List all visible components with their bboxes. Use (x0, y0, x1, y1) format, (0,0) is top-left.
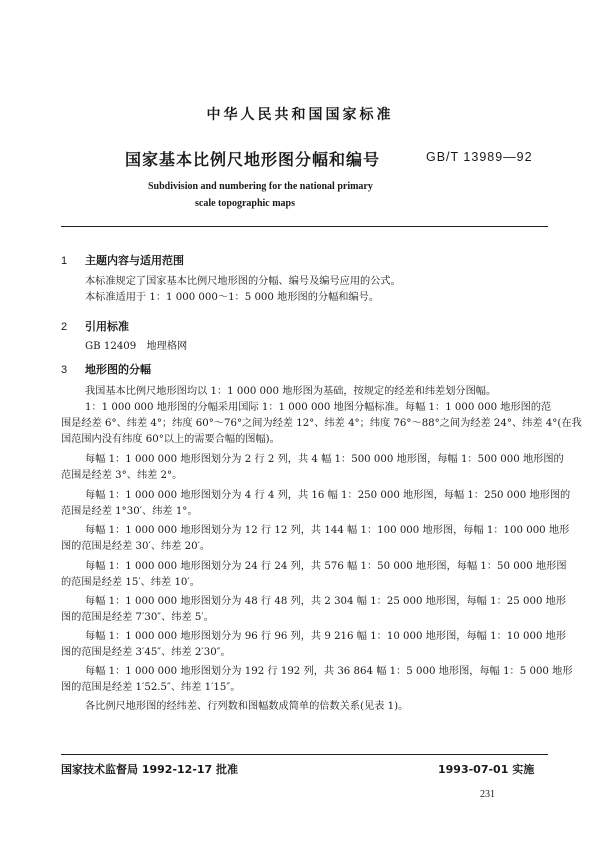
paragraph-line: 范围是经差 1°30′、纬差 1°。 (61, 506, 198, 517)
section-title: 主题内容与适用范围 (85, 254, 184, 267)
paragraph-line: 图的范围是经差 1′52.5″、纬差 1′15″。 (61, 682, 241, 693)
paragraph-line: 图的范围是经差 30′、纬差 20′。 (61, 541, 211, 552)
paragraph-line: 每幅 1：1 000 000 地形图划分为 192 行 192 列，共 36 864 幅 1：5 000 地形图，每幅 1：5 000 地形 (85, 666, 573, 677)
issuing-organization: 中华人民共和国国家标准 (206, 107, 394, 123)
section-number: 3 (61, 364, 68, 376)
paragraph-line: 本标准规定了国家基本比例尺地形图的分幅、编号及编号应用的公式。 (85, 276, 401, 287)
paragraph-line: 图的范围是经差 3′45″、纬差 2′30″。 (61, 647, 231, 658)
section-number: 2 (61, 321, 68, 333)
section-heading-2 (61, 318, 129, 334)
paragraph-line: 每幅 1：1 000 000 地形图划分为 4 行 4 列，共 16 幅 1：250 000 地形图，每幅 1：250 000 地形图的 (85, 490, 571, 501)
paragraph-line: 各比例尺地形图的经纬差、行列数和图幅数成简单的倍数关系(见表 1)。 (85, 701, 409, 712)
paragraph-line: 我国基本比例尺地形图均以 1：1 000 000 地形图为基础，按规定的经差和纬差划分图幅。 (85, 386, 497, 397)
section-heading-1 (61, 252, 184, 268)
paragraph-line: 本标准适用于 1：1 000 000～1：5 000 地形图的分幅和编号。 (85, 292, 380, 303)
paragraph-line: 的范围是经差 15′、纬差 10′。 (61, 577, 200, 588)
top-divider (61, 226, 548, 227)
document-title: 国家基本比例尺地形图分幅和编号 (125, 150, 381, 169)
paragraph-line: 每幅 1：1 000 000 地形图划分为 48 行 48 列，共 2 304 幅 1：25 000 地形图，每幅 1：25 000 地形 (85, 596, 567, 607)
section-heading-3 (61, 361, 151, 377)
section-title: 引用标准 (85, 320, 129, 333)
paragraph-line: 每幅 1：1 000 000 地形图划分为 96 行 96 列，共 9 216 幅 1：10 000 地形图，每幅 1：10 000 地形 (85, 631, 567, 642)
paragraph-line: 范围是经差 3°、纬差 2°。 (61, 470, 183, 481)
paragraph-line: 每幅 1：1 000 000 地形图划分为 24 行 24 列，共 576 幅 1：50 000 地形图，每幅 1：50 000 地形图 (85, 561, 567, 572)
paragraph-line: 每幅 1：1 000 000 地形图划分为 12 行 12 列，共 144 幅 1：100 000 地形图，每幅 1：100 000 地形 (85, 525, 570, 536)
effective-date: 1993-07-01 实施 (438, 763, 535, 776)
bottom-divider (61, 754, 548, 755)
approval-date: 国家技术监督局 1992-12-17 批准 (61, 763, 239, 776)
reference-standard: GB 12409 地理格网 (85, 341, 188, 352)
section-number: 1 (61, 255, 68, 267)
section-title: 地形图的分幅 (85, 363, 151, 376)
paragraph-line: 1：1 000 000 地形图的分幅采用国际 1：1 000 000 地图分幅标准。每幅 1：1 000 000 地形图的范 (85, 402, 552, 413)
paragraph-line: 国范围内没有纬度 60°以上的需要合幅的图幅)。 (61, 434, 280, 445)
paragraph-line: 每幅 1：1 000 000 地形图划分为 2 行 2 列，共 4 幅 1：500 000 地形图，每幅 1：500 000 地形图的 (85, 454, 564, 465)
paragraph-line: 围是经差 6°、纬差 4°；纬度 60°～76°之间为经差 12°、纬差 4°；纬度 76°～88°之间为经差 24°、纬差 4°(在我 (61, 418, 582, 429)
paragraph-line: 图的范围是经差 7′30″、纬差 5′。 (61, 612, 214, 623)
page-number: 231 (480, 789, 495, 800)
english-title-line-1: Subdivision and numbering for the national primary (148, 181, 373, 192)
standard-code: GB/T 13989—92 (426, 150, 533, 164)
english-title-line-2: scale topographic maps (195, 198, 295, 209)
